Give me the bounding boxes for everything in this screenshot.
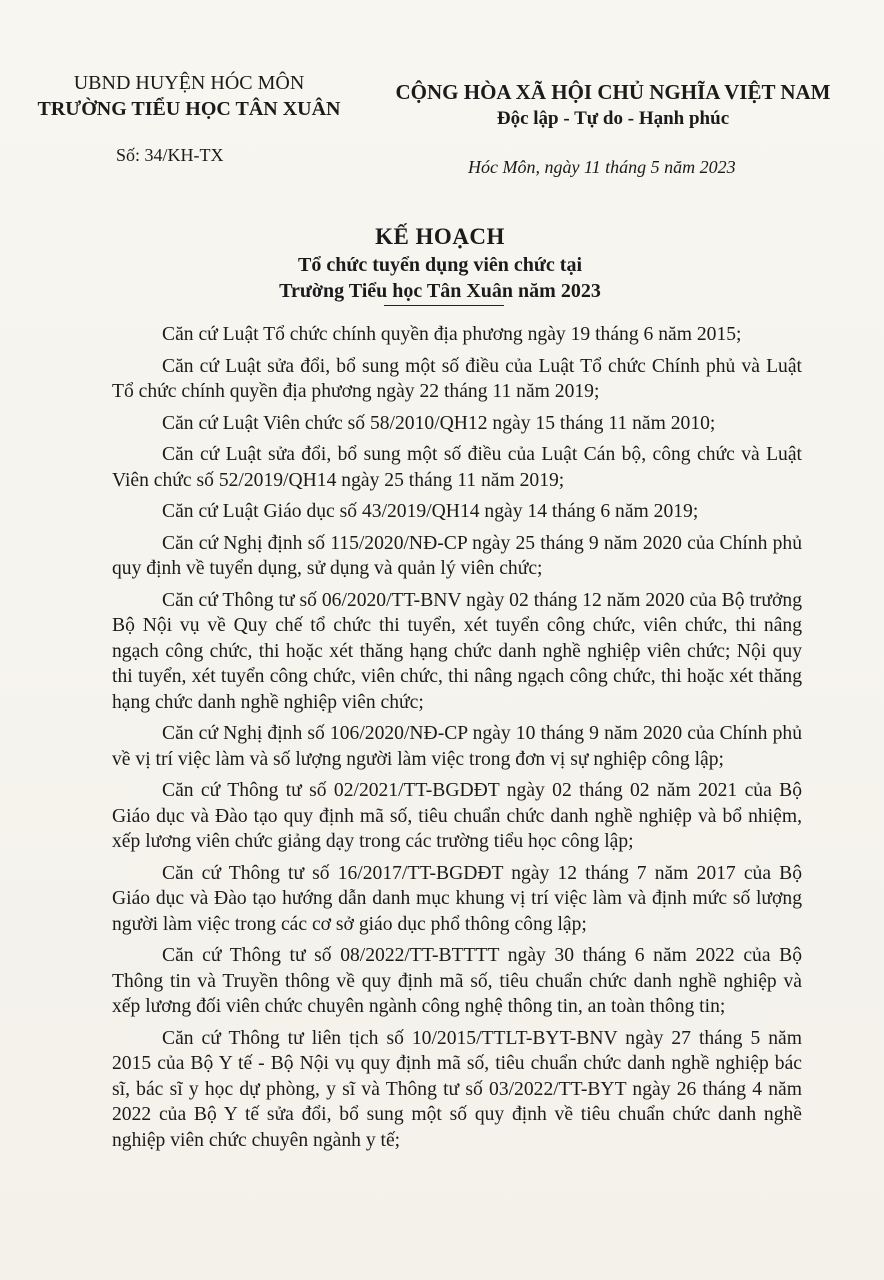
nation-name: CỘNG HÒA XÃ HỘI CHỦ NGHĨA VIỆT NAM [395, 80, 831, 104]
issuing-authority [24, 70, 354, 122]
legal-basis-paragraph: Căn cứ Nghị định số 106/2020/NĐ-CP ngày 10 tháng 9 năm 2020 của Chính phủ về vị trí việc làm và số lượng người làm việc trong đơn vị sự nghiệp công lập; [112, 723, 802, 770]
legal-basis-paragraph: Căn cứ Luật sửa đổi, bổ sung một số điều của Luật Tổ chức Chính phủ và Luật Tổ chức chính quyền địa phương ngày 22 tháng 11 năm 2019; [112, 355, 802, 402]
title-main: KẾ HOẠCH [375, 224, 505, 249]
parent-organization: UBND HUYỆN HÓC MÔN [73, 72, 305, 94]
document-body [112, 322, 802, 1159]
title-subtitle-line2: Trường Tiểu học Tân Xuân năm 2023 [279, 280, 601, 302]
legal-basis-paragraph: Căn cứ Luật Viên chức số 58/2010/QH12 ngày 15 tháng 11 năm 2010; [162, 412, 716, 434]
school-name: TRƯỜNG TIỂU HỌC TÂN XUÂN [37, 98, 341, 120]
document-title [150, 222, 730, 304]
legal-basis-paragraph: Căn cứ Thông tư số 02/2021/TT-BGDĐT ngày 02 tháng 02 năm 2021 của Bộ Giáo dục và Đào tạo quy định mã số, tiêu chuẩn chức danh nghề nghiệp và bổ nhiệm, xếp lương viên chức giảng dạy trong các trường tiểu học công lập; [112, 780, 802, 852]
legal-basis-paragraph: Căn cứ Nghị định số 115/2020/NĐ-CP ngày 25 tháng 9 năm 2020 của Chính phủ quy định về tuyển dụng, sử dụng và quản lý viên chức; [112, 532, 802, 579]
legal-basis-paragraph: Căn cứ Luật Giáo dục số 43/2019/QH14 ngày 14 tháng 6 năm 2019; [162, 501, 699, 522]
title-divider [384, 305, 504, 306]
national-heading [378, 78, 848, 132]
legal-basis-paragraph: Căn cứ Luật sửa đổi, bổ sung một số điều của Luật Cán bộ, công chức và Luật Viên chức số 52/2019/QH14 ngày 25 tháng 11 năm 2019; [112, 444, 802, 491]
place-and-date: Hóc Môn, ngày 11 tháng 5 năm 2023 [468, 157, 736, 177]
legal-basis-paragraph: Căn cứ Thông tư số 16/2017/TT-BGDĐT ngày 12 tháng 7 năm 2017 của Bộ Giáo dục và Đào tạo hướng dẫn danh mục khung vị trí việc làm và định mức số lượng người làm việc trong các cơ sở giáo dục phổ thông công lập; [112, 862, 802, 935]
legal-basis-paragraph: Căn cứ Luật Tổ chức chính quyền địa phương ngày 19 tháng 6 năm 2015; [162, 324, 742, 345]
legal-basis-paragraph: Căn cứ Thông tư số 08/2022/TT-BTTTT ngày 30 tháng 6 năm 2022 của Bộ Thông tin và Truyền thông về quy định mã số, tiêu chuẩn chức danh nghề nghiệp và xếp lương đối viên chức chuyên ngành công nghệ thông tin, an toàn thông tin; [112, 945, 802, 1017]
national-motto: Độc lập - Tự do - Hạnh phúc [496, 108, 730, 129]
title-subtitle-line1: Tổ chức tuyển dụng viên chức tại [297, 254, 583, 276]
legal-basis-paragraph: Căn cứ Thông tư liên tịch số 10/2015/TTLT-BYT-BNV ngày 27 tháng 5 năm 2015 của Bộ Y tế - Bộ Nội vụ quy định mã số, tiêu chuẩn chức danh nghề nghiệp bác sĩ, bác sĩ y học dự phòng, y sĩ và Thông tư số 03/2022/TT-BYT ngày 26 tháng 4 năm 2022 của Bộ Y tế sửa đổi, bổ sung một số quy định về tiêu chuẩn chức danh nghề nghiệp viên chức chuyên ngành y tế; [112, 1027, 802, 1151]
legal-basis-paragraph: Căn cứ Thông tư số 06/2020/TT-BNV ngày 02 tháng 12 năm 2020 của Bộ trưởng Bộ Nội vụ về Quy chế tổ chức thi tuyển, xét tuyển công chức, viên chức, thi nâng ngạch công chức, thi hoặc xét thăng hạng chức danh nghề nghiệp viên chức; Nội quy thi tuyển, xét tuyển công chức, viên chức, thi nâng ngạch công chức, thi hoặc xét thăng hạng chức danh nghề nghiệp viên chức; [112, 589, 802, 713]
document-number: Số: 34/KH-TX [116, 145, 224, 165]
